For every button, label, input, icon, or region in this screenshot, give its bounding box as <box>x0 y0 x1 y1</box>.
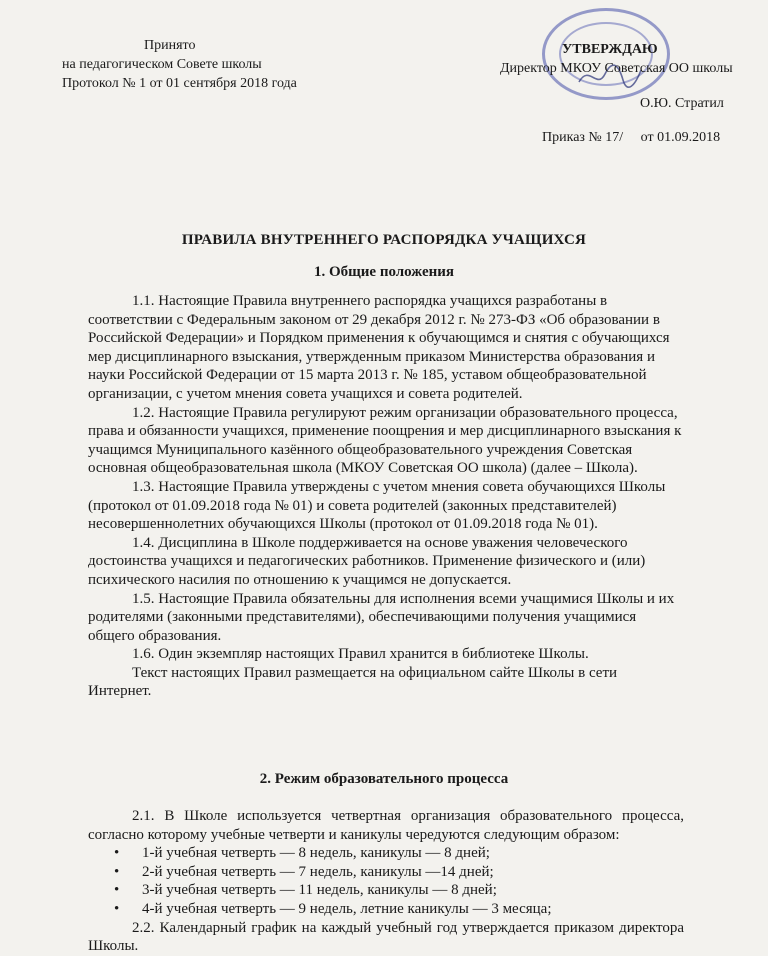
director-title: Директор МКОУ Советская ОО школы <box>500 61 733 76</box>
paragraph-1-3: 1.3. Настоящие Правила утверждены с учетом мнения совета обучающихся Школы (протокол от 01.09.2018 года № 01) и совета родителей (законных представителей) несовершеннолетних обучающихся Школы (протокол от 01.09.2018 года № 01). <box>88 478 666 533</box>
paragraph-2-1: 2.1. В Школе используется четвертная организация образовательного процесса, согласно которому учебные четверти и каникулы чередуются следующим образом: <box>88 808 684 843</box>
section-2-body <box>88 807 684 956</box>
adopted-line: на педагогическом Совете школы <box>62 57 262 72</box>
list-item: • 4-й учебная четверть — 9 недель, летние каникулы — 3 месяца; <box>88 900 684 919</box>
section-2-heading: 2. Режим образовательного процесса <box>259 771 509 787</box>
order-line: Приказ № 17/ от 01.09.2018 <box>542 130 721 145</box>
adopted-block <box>62 36 297 93</box>
document-title: ПРАВИЛА ВНУТРЕННЕГО РАСПОРЯДКА УЧАЩИХСЯ <box>181 232 587 248</box>
paragraph-2-2: 2.2. Календарный график на каждый учебный год утверждается приказом директора Школы. <box>88 919 684 955</box>
quarters-list <box>88 844 684 918</box>
approved-label: УТВЕРЖДАЮ <box>562 42 658 57</box>
paragraph-1-5: 1.5. Настоящие Правила обязательны для исполнения всеми учащимися Школы и их родителями (законными представителями), обеспечивающими получения учащимися общего образования. <box>88 590 675 644</box>
paragraph-1-2: 1.2. Настоящие Правила регулируют режим организации образовательного процесса, права и обязанности учащихся, применение поощрения и мер дисциплинарного взыскания к учащимся Муниципального казённого общеобразовательного учреждения Советская основная общеобразовательная школа (МКОУ Советская ОО школа) (далее – Школа). <box>88 404 682 477</box>
adopted-line: Протокол № 1 от 01 сентября 2018 года <box>62 76 297 91</box>
paragraph-1-6: 1.6. Один экземпляр настоящих Правил хранится в библиотеке Школы. <box>132 646 589 663</box>
paragraph-1-4: 1.4. Дисциплина в Школе поддерживается на основе уважения человеческого достоинства учащихся и педагогических работников. Применение физического и (или) психического насилия по отношению к учащимся не допускается. <box>88 534 646 588</box>
section-1-heading: 1. Общие положения <box>313 264 455 280</box>
list-item: • 1-й учебная четверть — 8 недель, каникулы — 8 дней; <box>88 844 684 863</box>
section-1-body <box>88 292 684 701</box>
list-item: • 2-й учебная четверть — 7 недель, каникулы —14 дней; <box>88 863 684 882</box>
list-item: • 3-й учебная четверть — 11 недель, каникулы — 8 дней; <box>88 881 684 900</box>
adopted-line: Принято <box>144 38 196 53</box>
paragraph-1-1: 1.1. Настоящие Правила внутреннего распорядка учащихся разработаны в соответствии с Федеральным законом от 29 декабря 2012 г. № 273-ФЗ «Об образовании в Российской Федерации» и Порядком применения к обучающимся и снятия с обучающихся мер дисциплинарного взыскания, утвержденным приказом Министерства образования и науки Российской Федерации от 15 марта 2013 г. № 185, уставом общеобразовательной организации, с учетом мнения совета учащихся и совета родителей. <box>88 293 670 402</box>
signatory-name: О.Ю. Стратил <box>640 96 724 111</box>
paragraph-1-6-text: Текст настоящих Правил размещается на официальном сайте Школы в сети Интернет. <box>88 664 618 700</box>
